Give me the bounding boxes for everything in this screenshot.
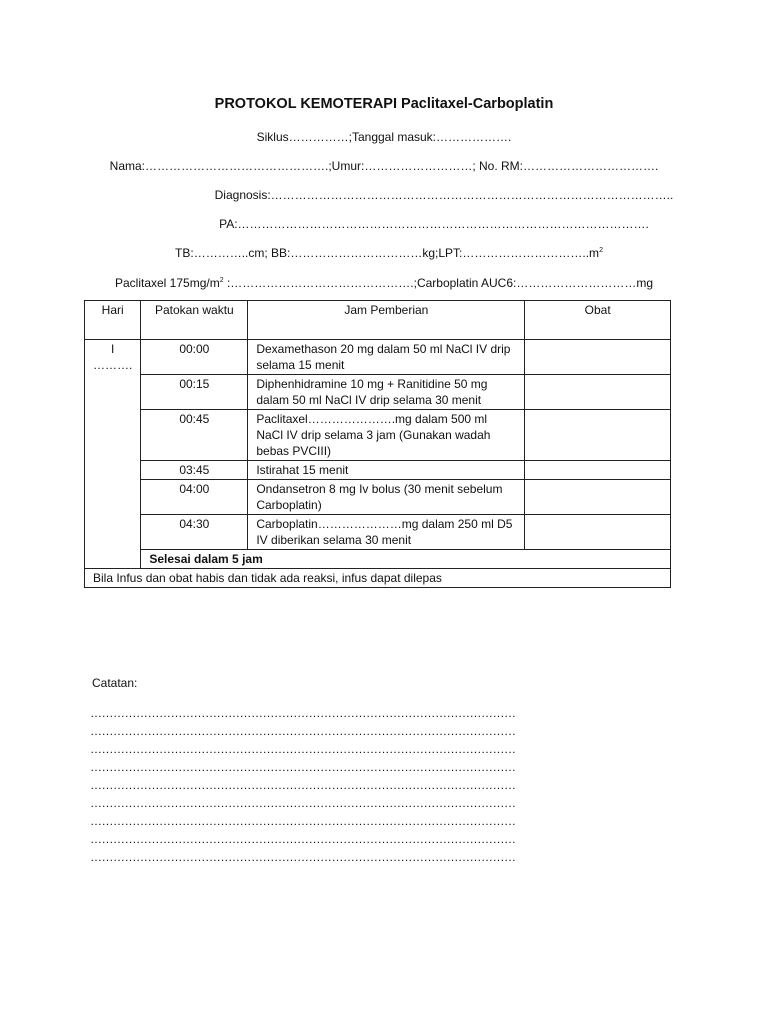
catatan-line: …………………………………………………………………………………………………	[90, 742, 516, 756]
nama-field: Nama:……………………………………….;Umur:………………………; No. RM:…………………………….	[109, 159, 659, 173]
hari-value: I	[111, 342, 115, 356]
row-obat	[525, 410, 671, 461]
catatan-line: …………………………………………………………………………………………………	[90, 706, 516, 720]
catatan-line: …………………………………………………………………………………………………	[90, 760, 516, 774]
hari-dots: ……….	[93, 358, 133, 372]
catatan-line: …………………………………………………………………………………………………	[90, 778, 516, 792]
row-time: 00:15	[141, 375, 248, 410]
row-desc: Ondansetron 8 mg Iv bolus (30 menit sebelum Carboplatin)	[248, 480, 525, 515]
tb-text: TB:…………..cm; BB:……………………………kg;LPT:…………………………..m	[175, 246, 600, 260]
row-obat	[525, 515, 671, 550]
row-obat	[525, 480, 671, 515]
catatan-line: …………………………………………………………………………………………………	[90, 832, 516, 846]
header-patokan: Patokan waktu	[141, 301, 248, 340]
table-row	[85, 515, 671, 550]
table-row	[85, 340, 671, 375]
catatan-line: …………………………………………………………………………………………………	[90, 796, 516, 810]
table-row	[85, 410, 671, 461]
row-time: 00:45	[141, 410, 248, 461]
header-obat: Obat	[525, 301, 671, 340]
dose-field-rest: :……………………………………….;Carboplatin AUC6:…………………………mg	[223, 276, 654, 290]
page-title: PROTOKOL KEMOTERAPI Paclitaxel-Carboplatin	[214, 96, 554, 112]
pa-field: PA:………………………………………………………………………………………….	[219, 217, 649, 231]
row-time: 04:30	[141, 515, 248, 550]
siklus-field: Siklus……………;Tanggal masuk:……………….	[256, 130, 512, 144]
hari-cell	[85, 340, 141, 569]
catatan-line: …………………………………………………………………………………………………	[90, 724, 516, 738]
row-time: 03:45	[141, 461, 248, 480]
header-hari: Hari	[85, 301, 141, 340]
header-jam: Jam Pemberian	[248, 301, 525, 340]
catatan-line: …………………………………………………………………………………………………	[90, 850, 516, 864]
dose-field	[0, 276, 768, 290]
tb-superscript: 2	[599, 247, 603, 254]
row-time: 00:00	[141, 340, 248, 375]
table-row	[85, 480, 671, 515]
selesai-text: Selesai dalam 5 jam	[141, 550, 671, 569]
row-desc: Istirahat 15 menit	[248, 461, 525, 480]
table-row	[85, 461, 671, 480]
diagnosis-field: Diagnosis:………………………………………………………………………………………..	[214, 188, 674, 202]
row-obat	[525, 340, 671, 375]
row-time: 04:00	[141, 480, 248, 515]
tb-field	[5, 246, 768, 260]
protocol-table	[84, 300, 671, 588]
paclitaxel-superscript: 2	[219, 277, 224, 284]
catatan-line: …………………………………………………………………………………………………	[90, 814, 516, 828]
row-desc: Diphenhidramine 10 mg + Ranitidine 50 mg dalam 50 ml NaCl IV drip selama 30 menit	[248, 375, 525, 410]
footer-row	[85, 569, 671, 588]
table-header-row	[85, 301, 671, 340]
row-obat	[525, 461, 671, 480]
row-obat	[525, 375, 671, 410]
row-desc: Carboplatin…………………mg dalam 250 ml D5 IV diberikan selama 30 menit	[248, 515, 525, 550]
selesai-row	[85, 550, 671, 569]
catatan-label: Catatan:	[92, 676, 138, 690]
paclitaxel-dose-label: Paclitaxel 175mg/m	[114, 276, 220, 290]
table-row	[85, 375, 671, 410]
row-desc: Paclitaxel………………….mg dalam 500 ml NaCl IV drip selama 3 jam (Gunakan wadah bebas PVCIII)	[248, 410, 525, 461]
row-desc: Dexamethason 20 mg dalam 50 ml NaCl IV drip selama 15 menit	[248, 340, 525, 375]
footer-text: Bila Infus dan obat habis dan tidak ada reaksi, infus dapat dilepas	[85, 569, 671, 588]
